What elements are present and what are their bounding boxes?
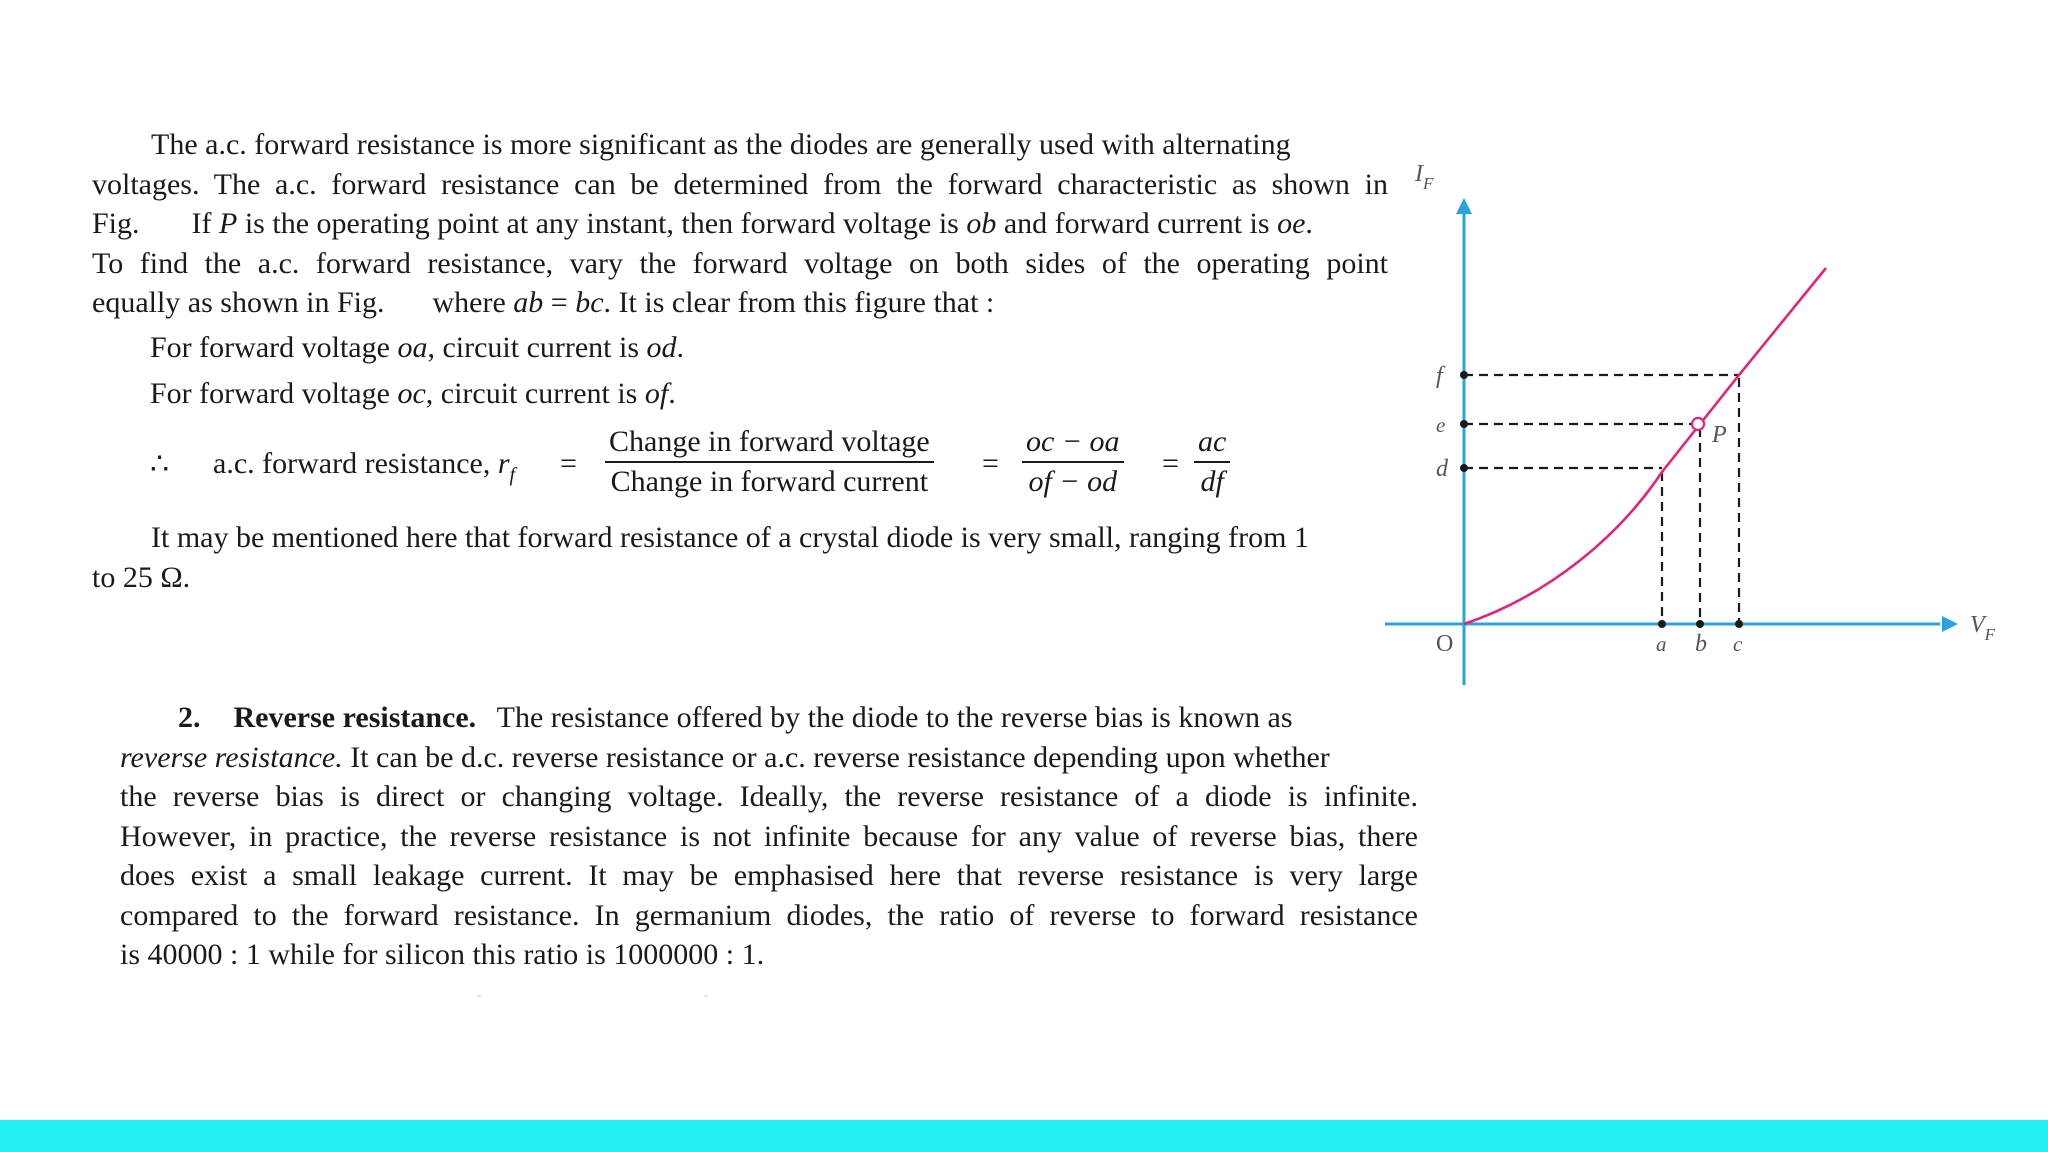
dot-f bbox=[1460, 371, 1468, 379]
y-axis-arrow bbox=[1456, 198, 1472, 214]
section-reverse-resistance: 2. Reverse resistance. The resistance offered by the diode to the reverse bias is known as reverse resistance. It can be d.c. reverse resistance or a.c. reverse resistance depending upon whether the reverse bias is direct or changing voltage. Ideally, the reverse resistance of a diode is infinite. However, in practice, the reverse resistance is not infinite because for any value of reverse bias, there does exist a small leakage current. It may be emphasised here that reverse resistance is very large compared to the forward resistance. In germanium diodes, the ratio of reverse to forward resistance is 40000 : 1 while for silicon this ratio is 1000000 : 1. bbox=[120, 701, 1418, 971]
paragraph-ac-forward-resistance: The a.c. forward resistance is more significant as the diodes are generally used with alternating voltages. The a.c. forward resistance can be determined from the forward characteristic as shown in Fig. If P is the operating point at any instant, then forward voltage is ob and forward current is oe. To find the a.c. forward resistance, vary the forward voltage on both sides of the operating point equally as shown in Fig. where ab = bc. It is clear from this figure that : bbox=[92, 128, 1388, 319]
forward-voltage-oc-line: For forward voltage oc, circuit current is of. bbox=[150, 377, 676, 410]
x-tick-c: c bbox=[1733, 632, 1743, 656]
forward-characteristic-figure bbox=[1380, 150, 2020, 700]
p1-line-2: voltages. The a.c. forward resistance can be determined from the forward characteristic as shown in bbox=[92, 167, 1388, 201]
ac-forward-resistance-formula bbox=[150, 425, 1250, 505]
faint-speck bbox=[704, 995, 708, 997]
operating-point-marker bbox=[1692, 418, 1704, 430]
faint-speck bbox=[477, 995, 481, 997]
section-heading: Reverse resistance. bbox=[233, 701, 477, 734]
equals-1: = bbox=[560, 447, 577, 480]
fraction-change-voltage-current: Change in forward voltage Change in forward current bbox=[605, 425, 934, 499]
therefore-symbol: ∴ bbox=[150, 448, 170, 481]
equals-3: = bbox=[1162, 447, 1179, 480]
y-tick-d: d bbox=[1436, 456, 1448, 482]
bottom-band bbox=[0, 1120, 2048, 1152]
forward-voltage-oa-line: For forward voltage oa, circuit current is od. bbox=[150, 331, 685, 364]
p1-line-1: The a.c. forward resistance is more significant as the diodes are generally used with alternating bbox=[151, 128, 1291, 161]
y-axis-label: $I_F$ bbox=[1415, 161, 1434, 193]
p1-line-4: To find the a.c. forward resistance, vary the forward voltage on both sides of the operating point bbox=[92, 246, 1388, 280]
equals-2: = bbox=[982, 447, 999, 480]
operating-point-p: P bbox=[219, 207, 238, 240]
characteristic-curve bbox=[1464, 268, 1826, 624]
formula-label: a.c. forward resistance, $r_f$ bbox=[213, 447, 516, 486]
dot-e bbox=[1460, 420, 1468, 428]
point-label-p: P bbox=[1712, 422, 1727, 448]
y-tick-e: e bbox=[1436, 413, 1446, 437]
dot-c bbox=[1735, 620, 1743, 628]
y-tick-f: f bbox=[1436, 363, 1443, 389]
dot-b bbox=[1696, 620, 1704, 628]
origin-label: O bbox=[1436, 631, 1454, 657]
x-tick-a: a bbox=[1656, 632, 1667, 656]
x-tick-b: b bbox=[1695, 631, 1707, 657]
x-axis-arrow bbox=[1942, 616, 1958, 632]
dashed-guides bbox=[1464, 375, 1739, 624]
dot-d bbox=[1460, 464, 1468, 472]
fraction-oc-oa-of-od: $\frac{oc - oa}{of - od}$ bbox=[1022, 425, 1124, 499]
paragraph-forward-resistance-small: It may be mentioned here that forward resistance of a crystal diode is very small, ranging from 1 to 25 Ω. bbox=[92, 521, 1309, 594]
x-axis-label: $V_F$ bbox=[1970, 612, 1996, 644]
term-reverse-resistance: reverse resistance. bbox=[120, 740, 343, 774]
dot-a bbox=[1658, 620, 1666, 628]
section-number: 2. bbox=[178, 701, 201, 734]
fraction-ac-df: $\frac{ac}{df}$ bbox=[1194, 425, 1230, 499]
